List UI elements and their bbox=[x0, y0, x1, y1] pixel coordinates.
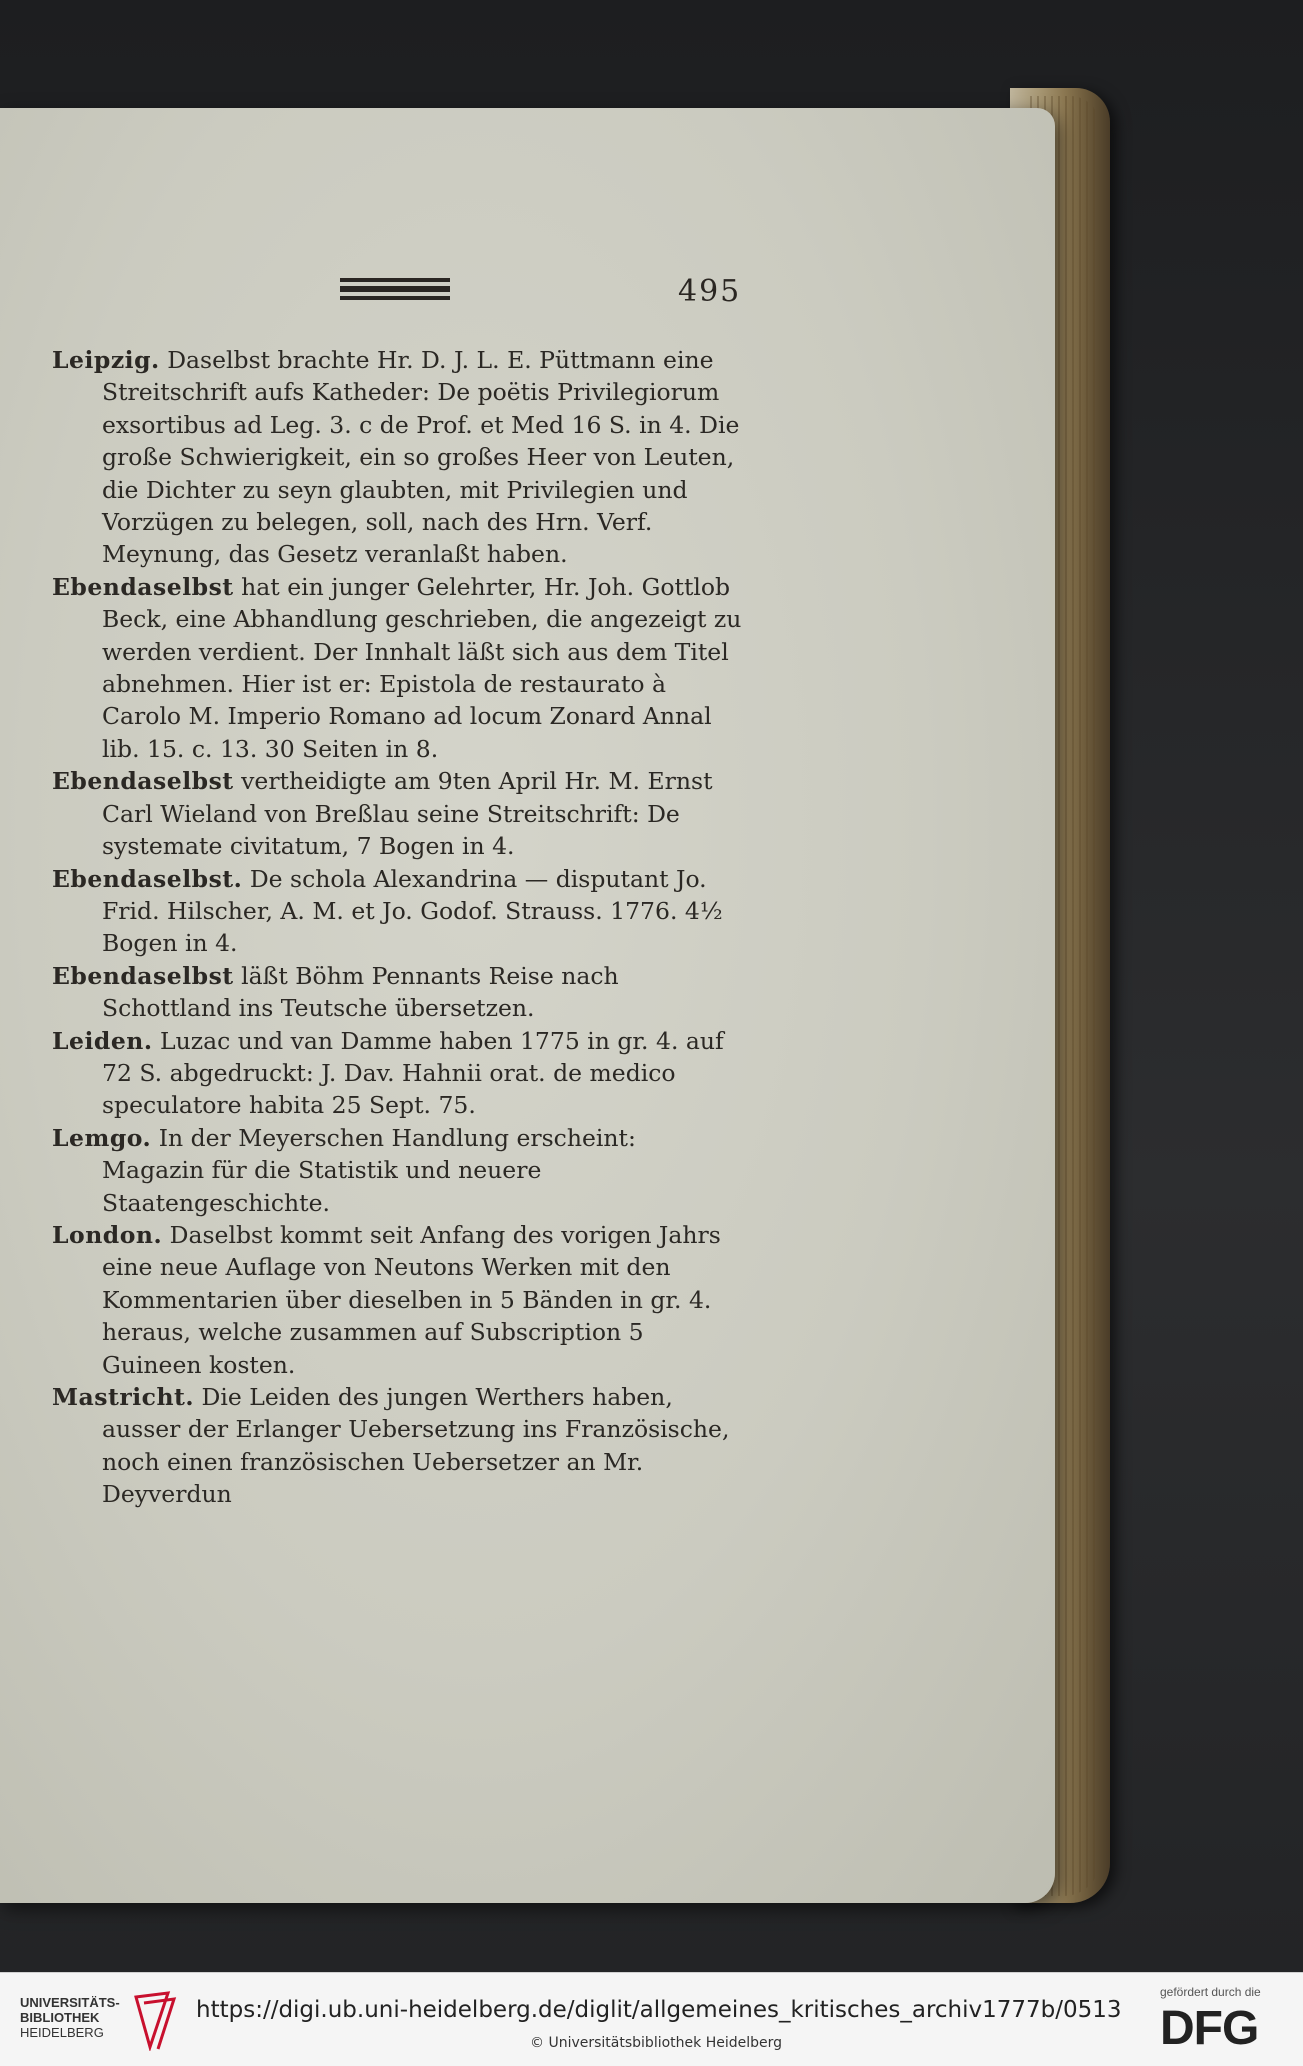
entry-leiden bbox=[52, 1025, 742, 1122]
entry-text: vertheidigte am 9ten April Hr. M. Ernst Carl Wieland von Breßlau seine Streitschrift: De systemate civitatum, 7 Bogen in 4. bbox=[102, 767, 713, 861]
viewer-footer bbox=[0, 1972, 1303, 2066]
page-number: 495 bbox=[678, 274, 742, 309]
entry-ebendaselbst-2 bbox=[52, 765, 742, 862]
entry-heading: Ebendaselbst bbox=[52, 961, 234, 990]
header-rule bbox=[340, 296, 450, 300]
entry-heading: Lemgo. bbox=[52, 1123, 152, 1152]
entry-ebendaselbst-3 bbox=[52, 863, 742, 960]
library-emblem-icon bbox=[130, 1989, 182, 2051]
entry-ebendaselbst-4 bbox=[52, 960, 742, 1025]
entry-lemgo bbox=[52, 1122, 742, 1219]
entry-heading: London. bbox=[52, 1220, 163, 1249]
library-name-line1: UNIVERSITÄTS- bbox=[20, 1995, 120, 2010]
library-name-line3: HEIDELBERG bbox=[20, 2025, 104, 2040]
entry-heading: Ebendaselbst bbox=[52, 572, 234, 601]
copyright-notice: © Universitätsbibliothek Heidelberg bbox=[530, 2035, 783, 2051]
entry-text: Daselbst brachte Hr. D. J. L. E. Püttmann eine Streitschrift aufs Katheder: De poëtis Privilegiorum exsortibus ad Leg. 3. c de Prof. et Med 16 S. in 4. Die große Schwierigkeit, ein so großes Heer von Leuten, die Dichter zu seyn glaubten, mit Privilegien und Vorzügen zu belegen, soll, nach des Hrn. Verf. Meynung, das Gesetz veranlaßt haben. bbox=[102, 346, 740, 569]
entry-heading: Leiden. bbox=[52, 1026, 153, 1055]
entry-ebendaselbst-1 bbox=[52, 571, 742, 765]
sponsor-caption: gefördert durch die bbox=[1160, 1985, 1261, 1999]
library-name-line2: BIBLIOTHEK bbox=[20, 2010, 100, 2025]
permalink-url[interactable]: https://digi.ub.uni-heidelberg.de/diglit/allgemeines_kritisches_archiv1777b/0513 bbox=[196, 1997, 1122, 2023]
entry-heading: Ebendaselbst. bbox=[52, 864, 243, 893]
entry-heading: Leipzig. bbox=[52, 346, 160, 374]
entry-text: läßt Böhm Pennants Reise nach Schottland ins Teutsche übersetzen. bbox=[102, 961, 619, 1023]
page-text bbox=[52, 344, 742, 1511]
library-logo[interactable] bbox=[20, 1995, 120, 2040]
dfg-logo[interactable]: DFG bbox=[1160, 2002, 1259, 2055]
entry-text: De schola Alexandrina — disputant Jo. Frid. Hilscher, A. M. et Jo. Godof. Strauss. 1776. 4½ Bogen in 4. bbox=[102, 864, 723, 958]
entry-mastricht bbox=[52, 1381, 742, 1511]
entry-heading: Mastricht. bbox=[52, 1383, 195, 1411]
entry-london bbox=[52, 1219, 742, 1381]
entry-text: Die Leiden des jungen Werthers haben, ausser der Erlanger Uebersetzung ins Französische, noch einen französischen Uebersetzer an Mr. Deyverdun bbox=[102, 1383, 730, 1509]
header-rule bbox=[340, 278, 450, 282]
entry-heading: Ebendaselbst bbox=[52, 767, 234, 796]
entry-text: Luzac und van Damme haben 1775 in gr. 4. auf 72 S. abgedruckt: J. Dav. Hahnii orat. de medico speculatore habita 25 Sept. 75. bbox=[102, 1026, 724, 1120]
entry-text: hat ein junger Gelehrter, Hr. Joh. Gottlob Beck, eine Abhandlung geschrieben, die angezeigt zu werden verdient. Der Innhalt läßt sich aus dem Titel abnehmen. Hier ist er: Epistola de restaurato à Carolo M. Imperio Romano ad locum Zonard Annal lib. 15. c. 13. 30 Seiten in 8. bbox=[102, 572, 742, 763]
header-rule bbox=[340, 286, 450, 292]
entry-text: Daselbst kommt seit Anfang des vorigen Jahrs eine neue Auflage von Neutons Werken mit den Kommentarien über dieselben in 5 Bänden in gr. 4. heraus, welche zusammen auf Subscription 5 Guineen kosten. bbox=[102, 1220, 721, 1379]
entry-leipzig bbox=[52, 344, 742, 571]
entry-text: In der Meyerschen Handlung erscheint: Magazin für die Statistik und neuere Staatengeschichte. bbox=[102, 1123, 636, 1217]
